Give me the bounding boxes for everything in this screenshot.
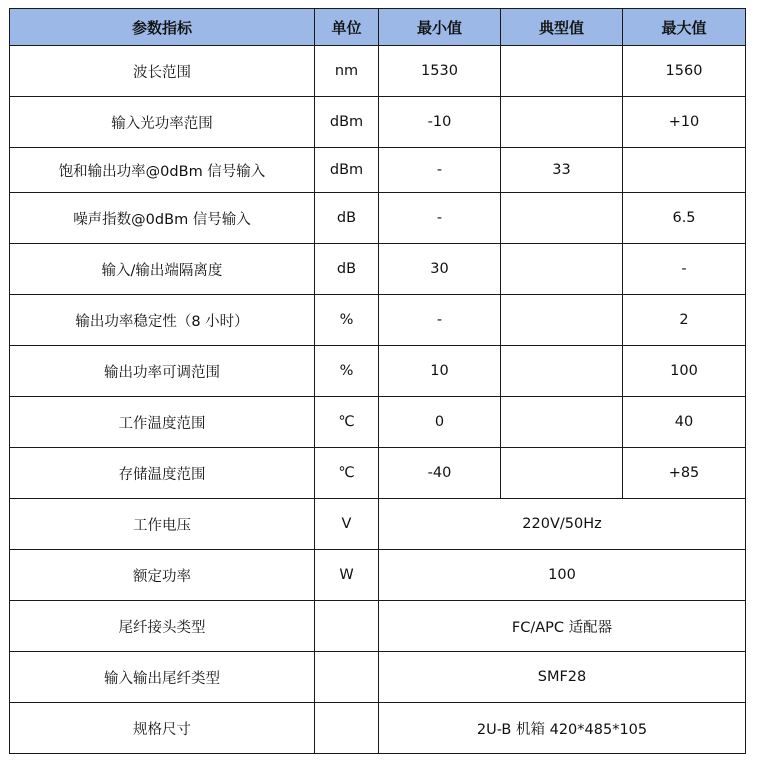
min-cell: 10	[379, 346, 501, 397]
max-cell: 6.5	[623, 193, 746, 244]
unit-cell: W	[315, 550, 379, 601]
spec-table	[9, 8, 746, 754]
min-cell: -40	[379, 448, 501, 499]
table-row	[10, 148, 746, 193]
param-cell: 波长范围	[10, 46, 315, 97]
typ-cell	[501, 97, 623, 148]
value-cell: FC/APC 适配器	[379, 601, 746, 652]
unit-cell: %	[315, 295, 379, 346]
param-cell: 输入/输出端隔离度	[10, 244, 315, 295]
param-cell: 存储温度范围	[10, 448, 315, 499]
table-row	[10, 703, 746, 754]
param-cell: 规格尺寸	[10, 703, 315, 754]
header-max: 最大值	[623, 9, 746, 46]
param-cell: 噪声指数@0dBm 信号输入	[10, 193, 315, 244]
typ-cell	[501, 46, 623, 97]
table-row	[10, 652, 746, 703]
min-cell: -	[379, 193, 501, 244]
unit-cell: dB	[315, 193, 379, 244]
max-cell: 40	[623, 397, 746, 448]
param-cell: 输出功率稳定性（8 小时）	[10, 295, 315, 346]
table-row	[10, 46, 746, 97]
value-cell: 100	[379, 550, 746, 601]
header-typ: 典型值	[501, 9, 623, 46]
param-cell: 输出功率可调范围	[10, 346, 315, 397]
unit-cell: ℃	[315, 397, 379, 448]
max-cell	[623, 148, 746, 193]
min-cell: -10	[379, 97, 501, 148]
typ-cell	[501, 295, 623, 346]
header-row	[10, 9, 746, 46]
unit-cell	[315, 601, 379, 652]
typ-cell	[501, 244, 623, 295]
max-cell: -	[623, 244, 746, 295]
min-cell: 1530	[379, 46, 501, 97]
unit-cell: nm	[315, 46, 379, 97]
max-cell: +10	[623, 97, 746, 148]
table-row	[10, 244, 746, 295]
header-min: 最小值	[379, 9, 501, 46]
param-cell: 工作电压	[10, 499, 315, 550]
max-cell: 1560	[623, 46, 746, 97]
unit-cell	[315, 652, 379, 703]
typ-cell	[501, 397, 623, 448]
param-cell: 饱和输出功率@0dBm 信号输入	[10, 148, 315, 193]
param-cell: 输入光功率范围	[10, 97, 315, 148]
unit-cell: dB	[315, 244, 379, 295]
unit-cell: dBm	[315, 148, 379, 193]
table-row	[10, 499, 746, 550]
table-row	[10, 448, 746, 499]
unit-cell: ℃	[315, 448, 379, 499]
unit-cell: %	[315, 346, 379, 397]
param-cell: 额定功率	[10, 550, 315, 601]
value-cell: 220V/50Hz	[379, 499, 746, 550]
table-row	[10, 550, 746, 601]
header-param: 参数指标	[10, 9, 315, 46]
typ-cell	[501, 448, 623, 499]
header-unit: 单位	[315, 9, 379, 46]
value-cell: 2U-B 机箱 420*485*105	[379, 703, 746, 754]
table-row	[10, 295, 746, 346]
unit-cell: dBm	[315, 97, 379, 148]
param-cell: 尾纤接头类型	[10, 601, 315, 652]
table-row	[10, 193, 746, 244]
max-cell: +85	[623, 448, 746, 499]
max-cell: 100	[623, 346, 746, 397]
min-cell: 30	[379, 244, 501, 295]
table-row	[10, 97, 746, 148]
min-cell: -	[379, 148, 501, 193]
value-cell: SMF28	[379, 652, 746, 703]
param-cell: 工作温度范围	[10, 397, 315, 448]
table-row	[10, 397, 746, 448]
table-row	[10, 346, 746, 397]
unit-cell: V	[315, 499, 379, 550]
typ-cell	[501, 346, 623, 397]
typ-cell: 33	[501, 148, 623, 193]
param-cell: 输入输出尾纤类型	[10, 652, 315, 703]
min-cell: -	[379, 295, 501, 346]
typ-cell	[501, 193, 623, 244]
max-cell: 2	[623, 295, 746, 346]
min-cell: 0	[379, 397, 501, 448]
unit-cell	[315, 703, 379, 754]
table-row	[10, 601, 746, 652]
